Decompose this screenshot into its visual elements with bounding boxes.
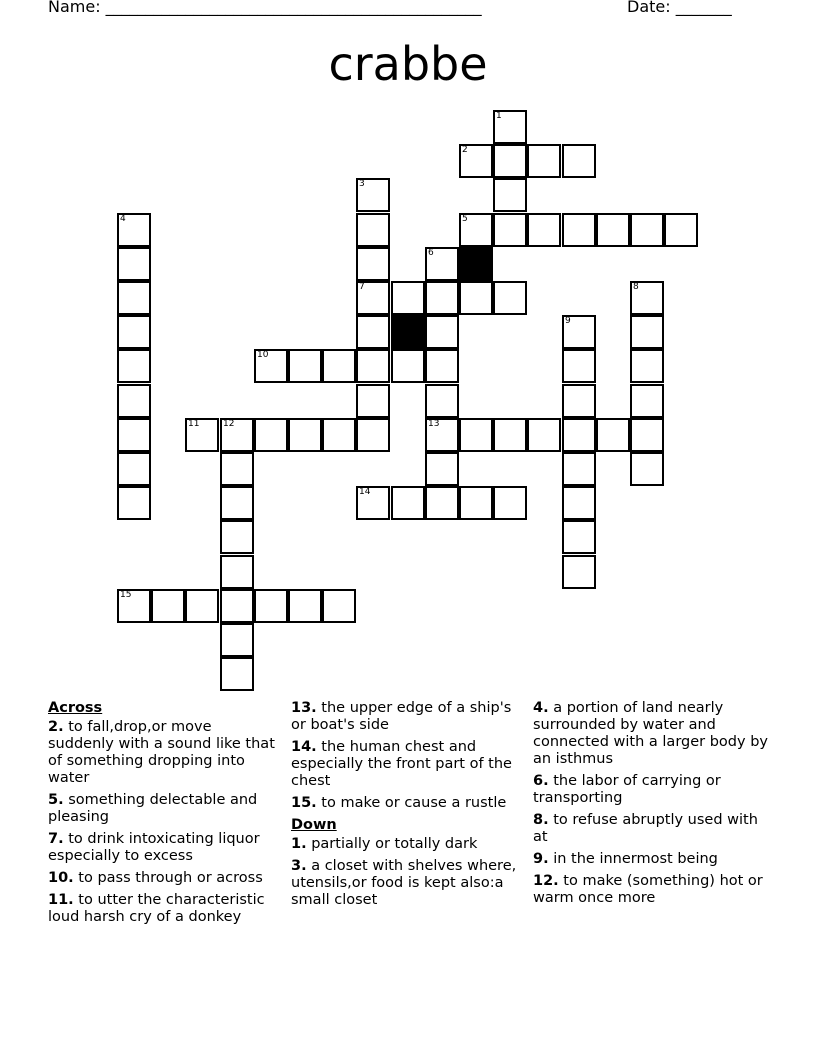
grid-cell[interactable] <box>356 213 390 247</box>
grid-cell[interactable] <box>493 486 527 520</box>
clue-across-7 <box>48 831 280 865</box>
grid-cell[interactable] <box>527 418 561 452</box>
grid-cell[interactable] <box>562 452 596 486</box>
grid-cell[interactable] <box>630 281 664 315</box>
grid-cell[interactable] <box>630 213 664 247</box>
clue-text: in the innermost being <box>553 851 718 867</box>
grid-cell[interactable] <box>562 349 596 383</box>
grid-cell[interactable] <box>425 349 459 383</box>
clues-column-1 <box>48 700 280 931</box>
grid-cell[interactable] <box>117 452 151 486</box>
grid-cell[interactable] <box>322 418 356 452</box>
grid-cell[interactable] <box>493 281 527 315</box>
grid-cell[interactable] <box>562 144 596 178</box>
grid-cell[interactable] <box>562 315 596 349</box>
cell-number: 5 <box>462 214 468 224</box>
grid-cell[interactable] <box>288 349 322 383</box>
grid-cell[interactable] <box>220 486 254 520</box>
grid-cell[interactable] <box>322 349 356 383</box>
clue-down-6 <box>533 773 773 807</box>
clue-number: 3. <box>291 858 307 874</box>
clue-down-12 <box>533 873 773 907</box>
grid-cell[interactable] <box>220 418 254 452</box>
grid-cell[interactable] <box>562 384 596 418</box>
grid-cell[interactable] <box>356 281 390 315</box>
grid-cell[interactable] <box>562 555 596 589</box>
grid-cell[interactable] <box>630 315 664 349</box>
clue-number: 6. <box>533 773 549 789</box>
clues-column-3 <box>533 700 773 912</box>
grid-cell[interactable] <box>356 178 390 212</box>
grid-cell[interactable] <box>459 281 493 315</box>
cell-number: 4 <box>120 214 126 224</box>
clue-text: to pass through or across <box>78 870 263 886</box>
grid-cell[interactable] <box>630 349 664 383</box>
grid-cell[interactable] <box>356 315 390 349</box>
grid-cell[interactable] <box>425 486 459 520</box>
clue-across-10 <box>48 870 280 887</box>
clue-number: 2. <box>48 719 64 735</box>
clue-number: 8. <box>533 812 549 828</box>
clue-text: to drink intoxicating liquor especially to excess <box>48 831 260 864</box>
clue-text: to fall,drop,or move suddenly with a sound like that of something dropping into water <box>48 719 275 786</box>
clues-column-2 <box>291 700 523 914</box>
grid-cell[interactable] <box>220 452 254 486</box>
grid-cell[interactable] <box>425 452 459 486</box>
clue-text: a portion of land nearly surrounded by water and connected with a larger body by an isthmus <box>533 700 768 767</box>
grid-cell[interactable] <box>630 384 664 418</box>
grid-cell[interactable] <box>493 213 527 247</box>
grid-cell[interactable] <box>220 657 254 691</box>
clue-number: 1. <box>291 836 307 852</box>
grid-cell[interactable] <box>425 281 459 315</box>
cell-number: 2 <box>462 145 468 155</box>
clue-text: to refuse abruptly used with at <box>533 812 758 845</box>
grid-cell[interactable] <box>117 247 151 281</box>
clue-number: 9. <box>533 851 549 867</box>
across-heading: Across <box>48 700 103 716</box>
grid-cell[interactable] <box>664 213 698 247</box>
grid-cell[interactable] <box>356 486 390 520</box>
cell-number: 14 <box>359 487 371 497</box>
cell-number: 3 <box>359 179 365 189</box>
grid-cell[interactable] <box>630 418 664 452</box>
cell-number: 11 <box>188 419 200 429</box>
cell-number: 6 <box>428 248 434 258</box>
grid-cell[interactable] <box>527 144 561 178</box>
grid-cell[interactable] <box>596 213 630 247</box>
grid-cell[interactable] <box>562 520 596 554</box>
cell-number: 7 <box>359 282 365 292</box>
black-square <box>391 315 425 349</box>
grid-cell[interactable] <box>493 144 527 178</box>
clue-number: 10. <box>48 870 74 886</box>
clue-text: to make or cause a rustle <box>321 795 507 811</box>
grid-cell[interactable] <box>459 486 493 520</box>
clue-down-4 <box>533 700 773 768</box>
grid-cell[interactable] <box>220 589 254 623</box>
grid-cell[interactable] <box>391 349 425 383</box>
clue-text: to utter the characteristic loud harsh cry of a donkey <box>48 892 265 925</box>
grid-cell[interactable] <box>151 589 185 623</box>
cell-number: 8 <box>633 282 639 292</box>
grid-cell[interactable] <box>527 213 561 247</box>
clue-number: 14. <box>291 739 317 755</box>
clue-number: 4. <box>533 700 549 716</box>
grid-cell[interactable] <box>322 589 356 623</box>
name-field[interactable]: Name: _______________________________________________ <box>48 0 482 16</box>
clue-text: the upper edge of a ship's or boat's side <box>291 700 512 733</box>
grid-cell[interactable] <box>220 555 254 589</box>
grid-cell[interactable] <box>596 418 630 452</box>
grid-cell[interactable] <box>254 418 288 452</box>
clue-down-9 <box>533 851 773 868</box>
grid-cell[interactable] <box>254 349 288 383</box>
clue-text: to make (something) hot or warm once more <box>533 873 763 906</box>
grid-cell[interactable] <box>391 486 425 520</box>
grid-cell[interactable] <box>117 589 151 623</box>
cell-number: 13 <box>428 419 440 429</box>
clue-across-15 <box>291 795 523 812</box>
cell-number: 15 <box>120 590 132 600</box>
grid-cell[interactable] <box>630 452 664 486</box>
clue-number: 12. <box>533 873 559 889</box>
cell-number: 1 <box>496 111 502 121</box>
grid-cell[interactable] <box>459 418 493 452</box>
grid-cell[interactable] <box>117 213 151 247</box>
grid-cell[interactable] <box>562 418 596 452</box>
grid-cell[interactable] <box>391 281 425 315</box>
grid-cell[interactable] <box>425 315 459 349</box>
clue-down-1 <box>291 836 523 853</box>
grid-cell[interactable] <box>425 247 459 281</box>
grid-cell[interactable] <box>254 589 288 623</box>
grid-cell[interactable] <box>117 384 151 418</box>
grid-cell[interactable] <box>562 213 596 247</box>
clue-across-5 <box>48 792 280 826</box>
clue-down-8 <box>533 812 773 846</box>
clue-text: the labor of carrying or transporting <box>533 773 721 806</box>
black-square <box>459 247 493 281</box>
clue-text: a closet with shelves where, utensils,or food is kept also:a small closet <box>291 858 517 908</box>
grid-cell[interactable] <box>356 384 390 418</box>
grid-cell[interactable] <box>117 315 151 349</box>
cell-number: 10 <box>257 350 269 360</box>
grid-cell[interactable] <box>356 418 390 452</box>
clue-text: partially or totally dark <box>311 836 478 852</box>
date-field[interactable]: Date: _______ <box>627 0 732 16</box>
puzzle-title: crabbe <box>328 37 488 91</box>
clue-number: 15. <box>291 795 317 811</box>
clue-across-2 <box>48 719 280 787</box>
down-heading: Down <box>291 817 337 833</box>
grid-cell[interactable] <box>117 281 151 315</box>
grid-cell[interactable] <box>185 418 219 452</box>
grid-cell[interactable] <box>562 486 596 520</box>
cell-number: 12 <box>223 419 235 429</box>
clue-across-14 <box>291 739 523 790</box>
clue-across-13 <box>291 700 523 734</box>
grid-cell[interactable] <box>185 589 219 623</box>
grid-cell[interactable] <box>288 418 322 452</box>
grid-cell[interactable] <box>493 418 527 452</box>
grid-cell[interactable] <box>220 520 254 554</box>
grid-cell[interactable] <box>117 418 151 452</box>
clue-text: something delectable and pleasing <box>48 792 258 825</box>
grid-cell[interactable] <box>220 623 254 657</box>
clue-number: 11. <box>48 892 74 908</box>
grid-cell[interactable] <box>117 349 151 383</box>
clue-down-3 <box>291 858 523 909</box>
clue-number: 13. <box>291 700 317 716</box>
clue-number: 7. <box>48 831 64 847</box>
grid-cell[interactable] <box>356 247 390 281</box>
clue-across-11 <box>48 892 280 926</box>
grid-cell[interactable] <box>493 110 527 144</box>
cell-number: 9 <box>565 316 571 326</box>
grid-cell[interactable] <box>459 144 493 178</box>
clue-text: the human chest and especially the front part of the chest <box>291 739 512 789</box>
grid-cell[interactable] <box>493 178 527 212</box>
grid-cell[interactable] <box>356 349 390 383</box>
grid-cell[interactable] <box>459 213 493 247</box>
grid-cell[interactable] <box>117 486 151 520</box>
grid-cell[interactable] <box>425 418 459 452</box>
grid-cell[interactable] <box>425 384 459 418</box>
grid-cell[interactable] <box>288 589 322 623</box>
clue-number: 5. <box>48 792 64 808</box>
